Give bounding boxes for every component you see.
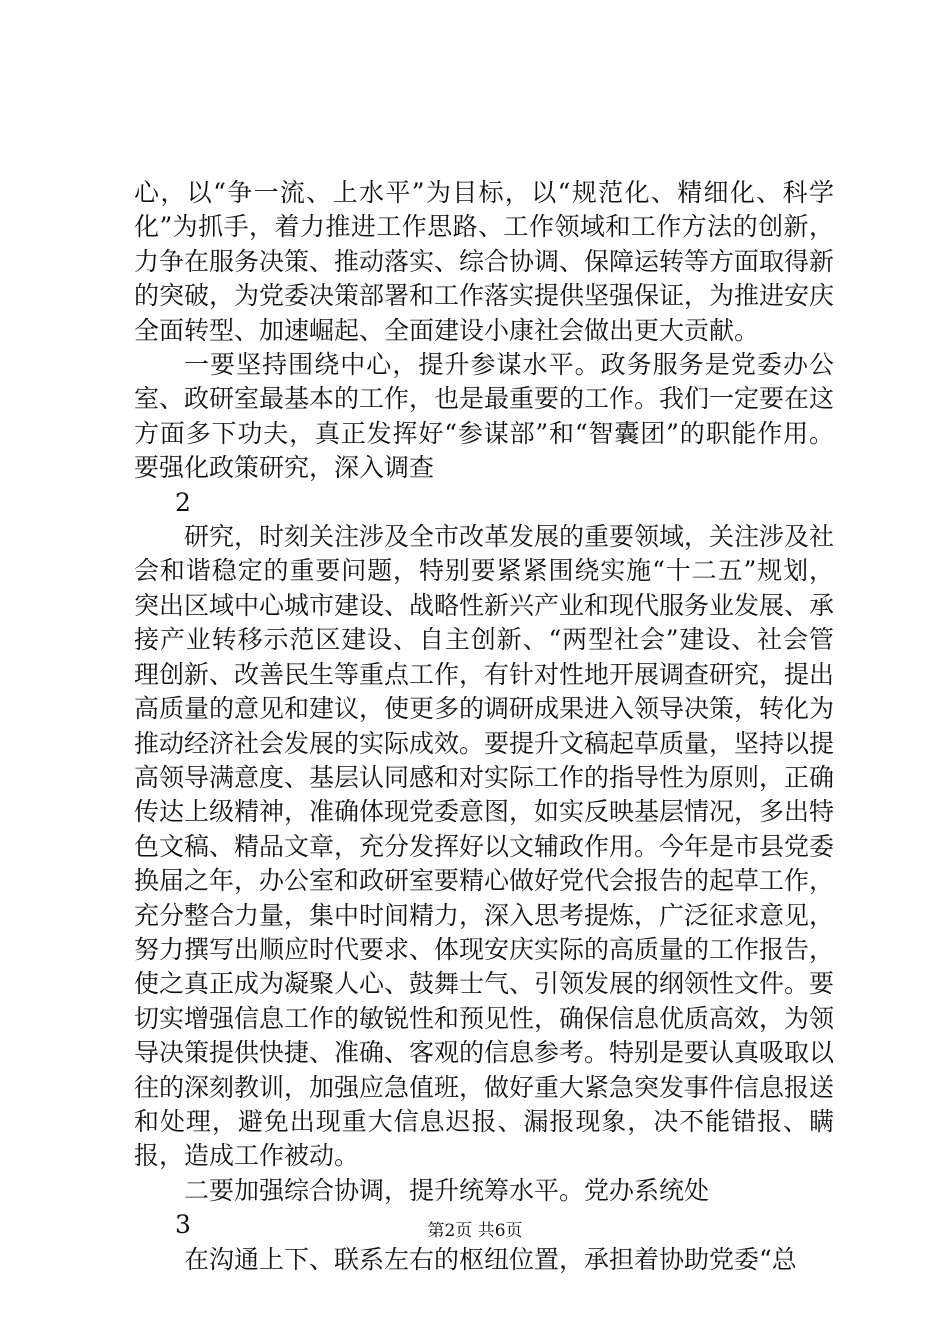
inline-page-number-3: 3 [175,1210,191,1240]
page-footer: 第2页 共6页 [427,1221,523,1241]
paragraph-3: 研究，时刻关注涉及全市改革发展的重要领域，关注涉及社会和谐稳定的重要问题，特别要紧紧围绕实施“十二五”规划，突出区域中心城市建设、战略性新兴产业和现代服务业发展、承接产业转移示范区建设、自主创新、“两型社会”建设、社会管理创新、改善民生等重点工作，有针对性地开展调查研究，提出高质量的意见和建议，使更多的调研成果进入领导决策，转化为推动经济社会发展的实际成效。要提升文稿起草质量，坚持以提高领导满意度、基层认同感和对实际工作的指导性为原则，正确传达上级精神，准确体现党委意图，如实反映基层情况，多出特色文稿、精品文章，充分发挥好以文辅政作用。今年是市县党委换届之年，办公室和政研室要精心做好党代会报告的起草工作，充分整合力量，集中时间精力，深入思考提炼，广泛征求意见，努力撰写出顺应时代要求、体现安庆实际的高质量的工作报告，使之真正成为凝聚人心、鼓舞士气、引领发展的纲领性文件。要切实增强信息工作的敏锐性和预见性，确保信息优质高效，为领导决策提供快捷、准确、客观的信息参考。特别是要认真吸取以往的深刻教训，加强应急值班，做好重大紧急突发事件信息报送和处理，避免出现重大信息迟报、漏报现象，决不能错报、瞒报，造成工作被动。 [134,522,835,1171]
paragraph-4: 二要加强综合协调，提升统筹水平。党办系统处 [184,1175,710,1205]
inline-page-number-2: 2 [175,487,191,517]
paragraph-5: 在沟通上下、联系左右的枢纽位置，承担着协助党委“总 [184,1244,797,1274]
document-body [134,176,834,1277]
paragraph-2: 一要坚持围绕中心，提升参谋水平。政务服务是党委办公室、政研室最基本的工作，也是最重要的工作。我们一定要在这方面多下功夫，真正发挥好“参谋部”和“智囊团”的职能作用。要强化政策研究，深入调查 [134,350,835,483]
paragraph-1: 心，以“争一流、上水平”为目标，以“规范化、精细化、科学化”为抓手，着力推进工作思路、工作领域和工作方法的创新，力争在服务决策、推动落实、综合协调、保障运转等方面取得新的突破，为党委决策部署和工作落实提供坚强保证，为推进安庆全面转型、加速崛起、全面建设小康社会做出更大贡献。 [134,178,835,345]
